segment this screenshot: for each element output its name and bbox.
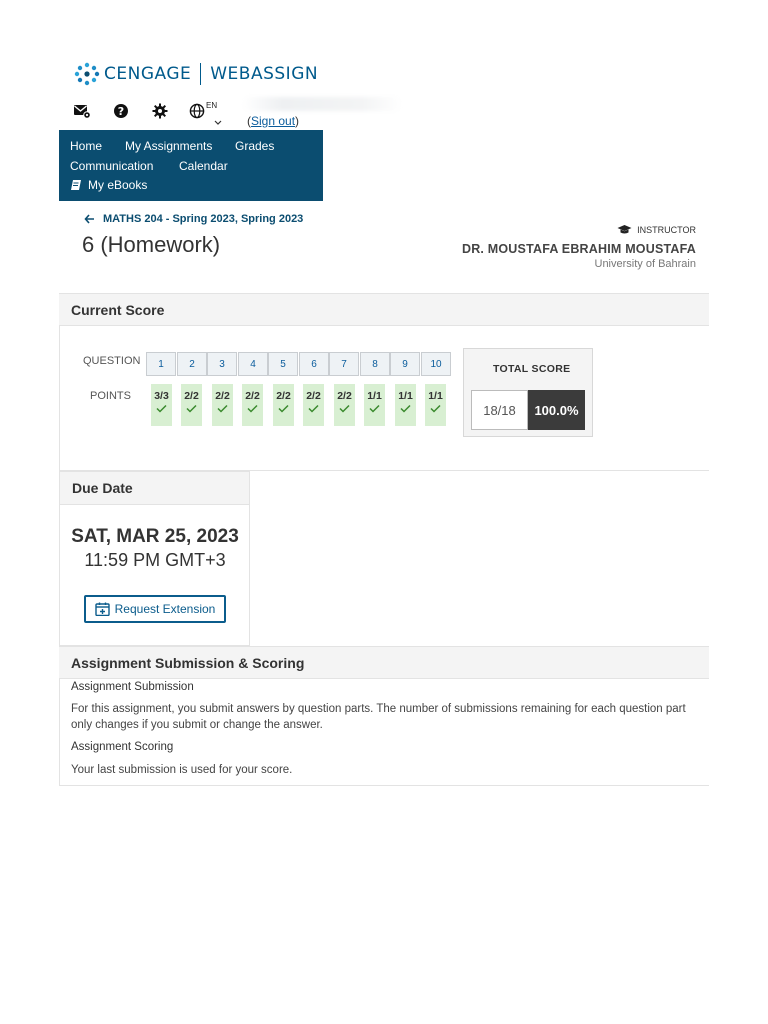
chevron-down-icon[interactable] — [214, 113, 222, 131]
question-number-8[interactable]: 8 — [360, 352, 390, 376]
total-score-percent: 100.0% — [528, 390, 585, 430]
sign-out — [247, 114, 299, 128]
main-navigation — [59, 130, 323, 201]
points-value: 1/1 — [398, 390, 413, 402]
brand-webassign: WEBASSIGN — [210, 64, 319, 84]
checkmark-icon — [186, 404, 197, 413]
language-code: EN — [206, 101, 218, 110]
question-points-7 — [334, 384, 355, 426]
checkmark-icon — [217, 404, 228, 413]
points-value: 2/2 — [215, 390, 230, 402]
question-number-1[interactable]: 1 — [146, 352, 176, 376]
book-icon — [70, 179, 82, 191]
instructor-label: INSTRUCTOR — [637, 224, 696, 235]
points-value: 2/2 — [337, 390, 352, 402]
nav-my-ebooks-label: My eBooks — [88, 178, 148, 192]
logo-divider — [200, 63, 201, 85]
points-value: 1/1 — [428, 390, 443, 402]
points-value: 2/2 — [276, 390, 291, 402]
request-extension-button[interactable] — [84, 595, 226, 623]
course-name: MATHS 204 - Spring 2023, Spring 2023 — [103, 213, 304, 225]
points-value: 3/3 — [154, 390, 169, 402]
question-row-label: QUESTION — [83, 355, 141, 367]
submission-text: For this assignment, you submit answers by question parts. The number of submissions remaining for each question part only changes if you submit or change the answer. — [71, 703, 686, 731]
question-number-5[interactable]: 5 — [268, 352, 298, 376]
paren-open: ( — [247, 114, 251, 128]
submission-subheading: Assignment Submission — [71, 681, 194, 693]
question-number-9[interactable]: 9 — [390, 352, 420, 376]
course-breadcrumb-link[interactable] — [84, 213, 303, 225]
question-number-6[interactable]: 6 — [299, 352, 329, 376]
question-points-5 — [273, 384, 294, 426]
question-points-4 — [242, 384, 263, 426]
question-number-2[interactable]: 2 — [177, 352, 207, 376]
question-points-1 — [151, 384, 172, 426]
checkmark-icon — [278, 404, 289, 413]
question-points-2 — [181, 384, 202, 426]
brand-cengage: CENGAGE — [104, 64, 192, 84]
due-date-time: 11:59 PM GMT+3 — [84, 550, 226, 570]
points-value: 2/2 — [245, 390, 260, 402]
question-number-10[interactable]: 10 — [421, 352, 451, 376]
nav-grades[interactable]: Grades — [235, 139, 275, 153]
checkmark-icon — [156, 404, 167, 413]
nav-home[interactable]: Home — [70, 139, 103, 153]
instructor-name: DR. MOUSTAFA EBRAHIM MOUSTAFA — [461, 242, 696, 256]
globe-language-icon[interactable] — [189, 101, 217, 121]
graduation-cap-icon — [617, 224, 632, 235]
question-points-6 — [303, 384, 324, 426]
request-extension-label: Request Extension — [114, 602, 216, 616]
question-number-4[interactable]: 4 — [238, 352, 268, 376]
nav-my-ebooks[interactable] — [70, 178, 147, 192]
messages-settings-icon[interactable] — [72, 101, 92, 121]
checkmark-icon — [247, 404, 258, 413]
checkmark-icon — [339, 404, 350, 413]
question-points-8 — [364, 384, 385, 426]
question-points-9 — [395, 384, 416, 426]
help-icon[interactable] — [111, 101, 131, 121]
points-value: 1/1 — [367, 390, 382, 402]
svg-text:?: ? — [117, 105, 125, 118]
total-score-title: TOTAL SCORE — [493, 363, 571, 375]
points-value: 2/2 — [184, 390, 199, 402]
checkmark-icon — [308, 404, 319, 413]
assignment-title: 6 (Homework) — [82, 232, 221, 257]
total-score-value: 18/18 — [471, 390, 528, 430]
points-row-label: POINTS — [90, 390, 131, 402]
utility-toolbar — [72, 100, 217, 122]
nav-my-assignments[interactable]: My Assignments — [125, 139, 213, 153]
cengage-logo-icon — [74, 62, 100, 86]
points-value: 2/2 — [306, 390, 321, 402]
due-date-heading: Due Date — [59, 471, 250, 505]
nav-calendar[interactable]: Calendar — [179, 159, 228, 173]
gear-icon[interactable] — [150, 101, 170, 121]
question-number-7[interactable]: 7 — [329, 352, 359, 376]
checkmark-icon — [400, 404, 411, 413]
question-points-10 — [425, 384, 446, 426]
checkmark-icon — [430, 404, 441, 413]
due-date-day: SAT, MAR 25, 2023 — [71, 526, 239, 547]
scoring-text: Your last submission is used for your score. — [71, 764, 293, 776]
checkmark-icon — [369, 404, 380, 413]
instructor-role — [617, 224, 696, 235]
submission-heading: Assignment Submission & Scoring — [59, 646, 709, 679]
sign-out-link[interactable]: Sign out — [251, 114, 296, 128]
institution-name: University of Bahrain — [594, 258, 696, 270]
current-score-heading: Current Score — [59, 293, 709, 326]
paren-close: ) — [295, 114, 300, 128]
user-name-redacted — [242, 97, 402, 111]
nav-communication[interactable]: Communication — [70, 159, 154, 173]
calendar-plus-icon — [95, 602, 110, 616]
arrow-left-icon — [84, 214, 95, 224]
scoring-subheading: Assignment Scoring — [71, 741, 174, 753]
question-number-3[interactable]: 3 — [207, 352, 237, 376]
question-points-3 — [212, 384, 233, 426]
cengage-webassign-logo[interactable] — [74, 62, 318, 86]
